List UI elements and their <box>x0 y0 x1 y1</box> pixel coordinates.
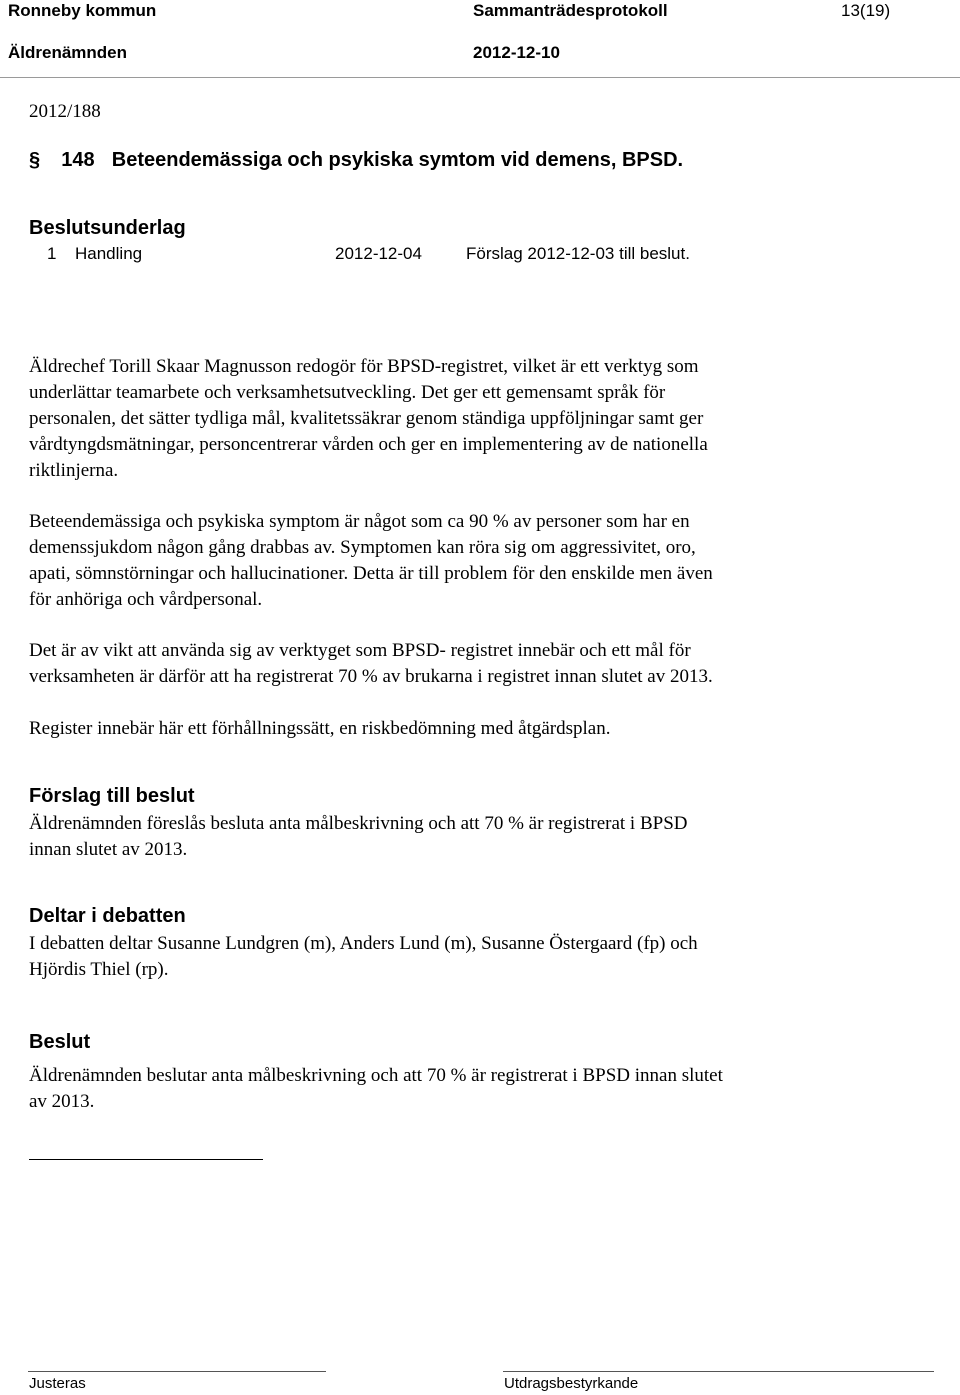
text-line: Äldrenämnden beslutar anta målbeskrivning och att 70 % är registrerat i BPSD innan slutet <box>29 1065 723 1086</box>
text-line: Beteendemässiga och psykiska symptom är något som ca 90 % av personer som har en <box>29 511 690 532</box>
debate-heading: Deltar i debatten <box>29 905 186 927</box>
board-name: Äldrenämnden <box>8 43 128 62</box>
case-number: 2012/188 <box>29 101 101 122</box>
basis-item-number: 1 <box>47 244 57 263</box>
basis-item-type: Handling <box>75 244 143 263</box>
text-line: demenssjukdom någon gång drabbas av. Symptomen kan röra sig om aggressivitet, oro, <box>29 537 696 558</box>
paragraph-register <box>29 716 929 742</box>
document-type: Sammanträdesprotokoll <box>473 1 668 20</box>
basis-heading: Beslutsunderlag <box>29 217 186 239</box>
basis-item-text: Förslag 2012-12-03 till beslut. <box>466 244 690 263</box>
section-heading <box>29 149 683 172</box>
section-title: Beteendemässiga och psykiska symtom vid demens, BPSD. <box>111 149 684 171</box>
text-line: I debatten deltar Susanne Lundgren (m), Anders Lund (m), Susanne Östergaard (fp) och <box>29 933 698 954</box>
proposal-text <box>29 811 929 863</box>
debate-text <box>29 931 929 983</box>
text-line: Äldrechef Torill Skaar Magnusson redogör för BPSD-registret, vilket är ett verktyg som <box>29 356 699 377</box>
decision-heading: Beslut <box>29 1031 91 1053</box>
section-symbol: § <box>29 149 41 171</box>
meeting-date: 2012-12-10 <box>473 43 560 62</box>
footer-justeras: Justeras <box>29 1375 86 1392</box>
text-line: Register innebär här ett förhållningssätt, en riskbedömning med åtgärdsplan. <box>29 718 611 739</box>
text-line: Hjördis Thiel (rp). <box>29 959 169 980</box>
header-divider <box>0 77 960 78</box>
text-line: apati, sömnstörningar och hallucinationer. Detta är till problem för den enskilde men även <box>29 563 713 584</box>
paragraph-goal <box>29 638 929 690</box>
page-number: 13(19) <box>841 1 891 20</box>
text-line: personalen, det sätter tydliga mål, kvalitetssäkrar genom ständiga uppföljningar samt ger <box>29 408 704 429</box>
municipality-name: Ronneby kommun <box>8 1 157 20</box>
text-line: för anhöriga och vårdpersonal. <box>29 589 263 610</box>
proposal-heading: Förslag till beslut <box>29 785 195 807</box>
text-line: av 2013. <box>29 1091 95 1112</box>
text-line: underlättar teamarbete och verksamhetsutveckling. Det ger ett gemensamt språk för <box>29 382 666 403</box>
paragraph-intro <box>29 354 929 484</box>
basis-item-date: 2012-12-04 <box>335 244 422 263</box>
text-line: riktlinjerna. <box>29 460 119 481</box>
footer-utdragsbestyrkande: Utdragsbestyrkande <box>504 1375 639 1392</box>
text-line: Äldrenämnden föreslås besluta anta målbeskrivning och att 70 % är registrerat i BPSD <box>29 813 688 834</box>
text-line: vårdtyngdsmätningar, personcentrerar vården och ger en implementering av de nationella <box>29 434 708 455</box>
footer-rule-left <box>28 1371 326 1372</box>
text-line: innan slutet av 2013. <box>29 839 188 860</box>
text-line: verksamheten är därför att ha registrerat 70 % av brukarna i registret innan slutet av 2013. <box>29 666 713 687</box>
section-number: 148 <box>61 149 95 171</box>
text-line: Det är av vikt att använda sig av verktyget som BPSD- registret innebär och ett mål för <box>29 640 691 661</box>
decision-text <box>29 1063 929 1115</box>
paragraph-symptoms <box>29 509 929 613</box>
footer-rule-right <box>503 1371 934 1372</box>
signature-line <box>29 1159 263 1160</box>
